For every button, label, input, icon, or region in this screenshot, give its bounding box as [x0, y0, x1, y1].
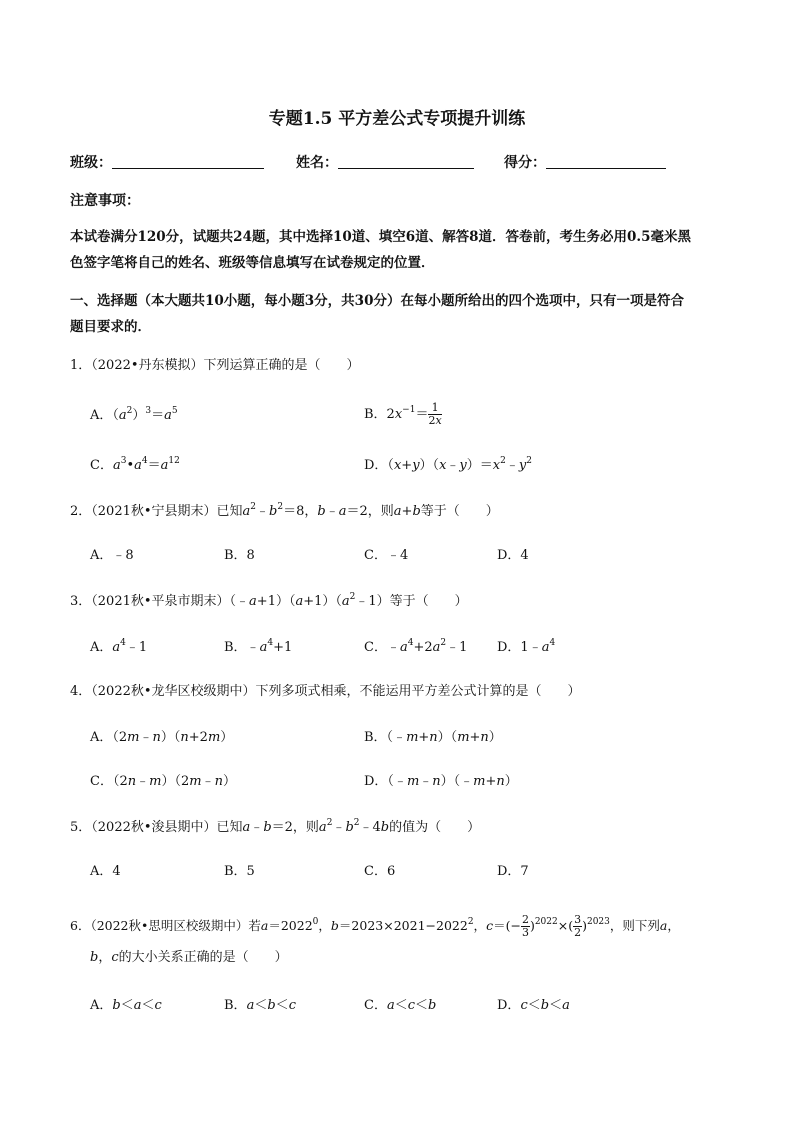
q5-option-d[interactable]: D．7 — [497, 864, 529, 879]
q4-option-c[interactable]: C．（2n﹣m）（2m﹣n） — [90, 774, 236, 789]
q3-option-c[interactable]: C．$﹣a^4+2a^2﹣1$ — [364, 638, 468, 655]
q3-option-a[interactable]: A．$a^4﹣1$ — [90, 638, 148, 655]
q2-option-d[interactable]: D．4 — [497, 548, 529, 563]
section-line-1: 一、选择题（本大题共10小题，每小题3分，共30分）在每小题所给出的四个选项中，只有一项是符合 — [70, 293, 684, 309]
notice-text — [70, 224, 730, 276]
page-title: 专题1.5 平方差公式专项提升训练 — [268, 109, 526, 129]
score-label: 得分： — [504, 155, 546, 171]
q1-option-a[interactable]: A．$(a^2)^3=a^5$ — [90, 406, 178, 423]
name-label: 姓名： — [296, 155, 338, 171]
notice-line-2: 色签字笔将自己的姓名、班级等信息填写在试卷规定的位置． — [70, 255, 435, 271]
q4-option-a[interactable]: A．（2m﹣n）（n+2m） — [90, 730, 234, 745]
q2-option-c[interactable]: C．﹣4 — [364, 548, 409, 563]
q5-option-b[interactable]: B．5 — [224, 864, 255, 879]
name-field — [296, 152, 474, 172]
class-blank[interactable] — [112, 154, 264, 169]
question-6: 6．（2022秋•思明区校级期中）若$a=2022^0$，$b=2023\times 2021-2022^2$，c＝(− $\frac{2}{3}$ )$^{2022}$×( $\frac{3}{2}$ )$^{2023}$，则下列a， — [70, 913, 680, 939]
notice-line-1: 本试卷满分120分，试题共24题，其中选择10道、填空6道、解答8道．答卷前，考生务必用0.5毫米黑 — [70, 229, 692, 245]
question-1: 1．（2022•丹东模拟）下列运算正确的是（ ） — [70, 358, 360, 373]
q4-option-d[interactable]: D．（﹣m﹣n）（﹣m+n） — [364, 774, 518, 789]
section-heading — [70, 288, 730, 340]
score-field — [504, 152, 666, 172]
q1-option-c[interactable]: C．$a^3•a^4=a^{12}$ — [90, 456, 180, 473]
score-blank[interactable] — [546, 154, 666, 169]
q6-option-c[interactable]: C．a＜c＜b — [364, 998, 437, 1013]
question-4: 4．（2022秋•龙华区校级期中）下列多项式相乘，不能运用平方差公式计算的是（ ） — [70, 684, 581, 699]
question-5: 5．（2022秋•浚县期中）已知a﹣b＝2，则$a^2﹣b^2﹣4b$的值为（ ） — [70, 818, 481, 835]
name-blank[interactable] — [338, 154, 474, 169]
class-label: 班级： — [70, 155, 112, 171]
q2-option-b[interactable]: B．8 — [224, 548, 255, 563]
q4-option-b[interactable]: B．（﹣m+n）（m+n） — [364, 730, 502, 745]
q1-option-b[interactable]: B．$2x^{-1}=$ $\frac{1}{2x}$ — [364, 401, 442, 427]
question-2: 2．（2021秋•宁县期末）已知$a^2﹣b^2=8$，b﹣a＝2，则a+b等于（ ） — [70, 502, 499, 519]
q3-option-b[interactable]: B．$﹣a^4+1$ — [224, 638, 293, 655]
q6-option-d[interactable]: D．c＜b＜a — [497, 998, 570, 1013]
question-6-line-2: b，c的大小关系正确的是（ ） — [90, 950, 288, 965]
q2-option-a[interactable]: A．﹣8 — [90, 548, 134, 563]
section-line-2: 题目要求的． — [70, 319, 151, 335]
q5-option-c[interactable]: C．6 — [364, 864, 396, 879]
q1-option-d[interactable]: D．$(x+y)(x﹣y)=x^2﹣y^2$ — [364, 456, 532, 473]
q5-option-a[interactable]: A．4 — [90, 864, 121, 879]
q6-option-a[interactable]: A．b＜a＜c — [90, 998, 162, 1013]
q6-option-b[interactable]: B．a＜b＜c — [224, 998, 296, 1013]
question-3: 3．（2021秋•平泉市期末）$(﹣a+1)(a+1)(a^2﹣1)$等于（ ） — [70, 592, 468, 609]
q3-option-d[interactable]: D．$1﹣a^4$ — [497, 638, 556, 655]
notice-heading: 注意事项： — [70, 193, 140, 209]
class-field — [70, 152, 264, 172]
